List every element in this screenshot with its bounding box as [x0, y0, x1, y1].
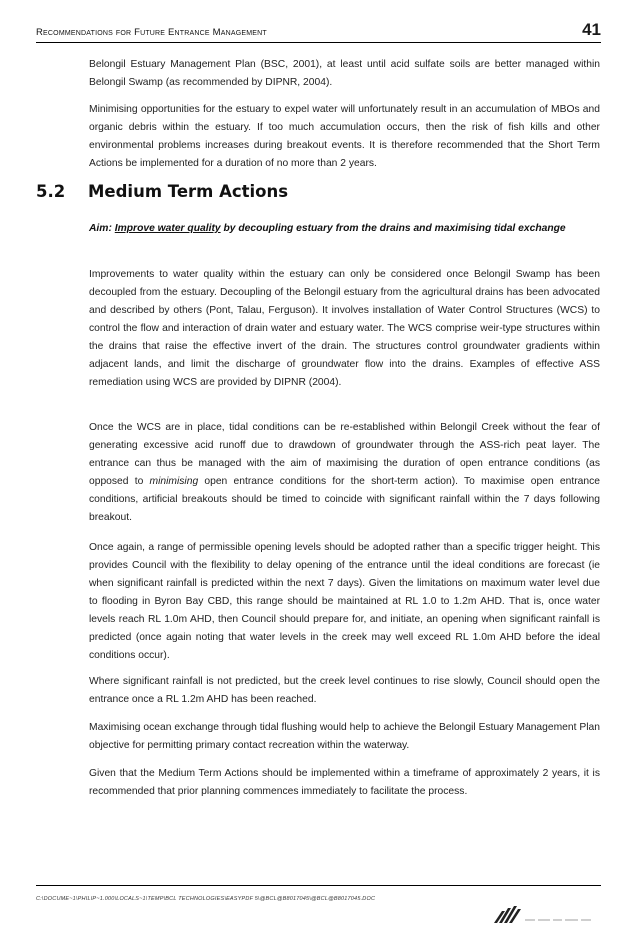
paragraph-opening-levels-container	[89, 539, 600, 665]
page-header	[36, 18, 601, 43]
section-heading	[36, 182, 288, 201]
paragraph-ocean-exchange-container	[89, 719, 600, 755]
footer-rule	[36, 885, 601, 886]
paragraph-top-2-container	[89, 101, 600, 173]
page-number: 41	[582, 20, 601, 39]
aim-underlined: Improve water quality	[114, 223, 221, 234]
section-number: 5.2	[36, 182, 66, 201]
company-logo-icon	[492, 903, 602, 930]
paragraph-wcs	[89, 419, 600, 527]
footer-path: C:\DOCUME~1\PHILIP~1.000\LOCALS~1\TEMP\BCL TECHNOLOGIES\EASYPDF 5\@BCL@B8017045\@BCL@B8017045.DOC	[36, 896, 376, 902]
paragraph-wcs-container	[89, 419, 600, 527]
paragraph-ocean-exchange: Maximising ocean exchange through tidal flushing would help to achieve the Belongil Estuary Management Plan objective for permitting primary contact recreation within the waterway.	[89, 722, 600, 751]
paragraph-top-1: Belongil Estuary Management Plan (BSC, 2001), at least until acid sulfate soils are better managed within Belongil Swamp (as recommended by DIPNR, 2004).	[89, 59, 600, 88]
paragraph-timeframe: Given that the Medium Term Actions should be implemented within a timeframe of approximately 2 years, it is recommended that prior planning commences immediately to facilitate the process.	[89, 768, 600, 797]
paragraph-wcs-part2: open entrance conditions for the short-term action). To maximise open entrance conditions, artificial breakouts should be timed to coincide with significant rainfall within the 7 days following breakout.	[89, 476, 600, 523]
aim-prefix: Aim:	[89, 223, 115, 234]
paragraph-opening-levels: Once again, a range of permissible opening levels should be adopted rather than a specific trigger height. This provides Council with the flexibility to delay opening of the entrance until the ideal conditions are forecast (ie when significant rainfall is predicted within the next 7 days). Given the limitations on maximum water level due to flooding in Byron Bay CBD, this range should be maintained at RL 1.0 to 1.2m AHD. That is, once water levels reach RL 1.0m AHD, then Council should prepare for, and initiate, an opening when significant rainfall is predicted (once again noting that water levels in the creek may well exceed RL 1.0m AHD before the ideal conditions occur).	[89, 542, 600, 661]
aim-statement-container	[89, 220, 600, 238]
paragraph-decoupling: Improvements to water quality within the estuary can only be considered once Belongil Swamp has been decoupled from the estuary. Decoupling of the Belongil estuary from the agricultural drains has been advocated and described by others (Pont, Talau, Ferguson). It involves installation of Water Control Structures (WCS) to control the flow and interaction of drain water and estuary water. The WCS comprise weir-type structures within the drains that raise the effective invert of the drain. The structures control groundwater gradients within adjacent lands, and limit the discharge of groundwater flow into the drains. Examples of effective ASS remediation using WCS are provided by DIPNR (2004).	[89, 269, 600, 388]
paragraph-top-2: Minimising opportunities for the estuary to expel water will unfortunately result in an accumulation of MBOs and organic debris within the estuary. If too much accumulation occurs, then the risk of fish kills and other environmental problems increases during breakout events. It is therefore recommended that the Short Term Actions be implemented for a duration of no more than 2 years.	[89, 104, 600, 169]
paragraph-wcs-emphasis: minimising	[149, 476, 199, 487]
paragraph-rainfall: Where significant rainfall is not predicted, but the creek level continues to rise slowly, Council should open the entrance once a RL 1.2m AHD has been reached.	[89, 676, 600, 705]
paragraph-wcs-part1: Once the WCS are in place, tidal conditions can be re-established within Belongil Creek without the fear of generating excessive acid runoff due to drawdown of groundwater through the ASS-rich peat layer. The entrance can thus be managed with the aim of maximising the duration of open entrance conditions (as opposed to	[89, 422, 600, 487]
header-title: Recommendations for Future Entrance Management	[36, 27, 267, 38]
aim-suffix: by decoupling estuary from the drains and maximising tidal exchange	[220, 223, 566, 234]
section-title: Medium Term Actions	[88, 182, 289, 201]
aim-statement	[89, 220, 600, 238]
paragraph-top-1-container	[89, 56, 600, 92]
paragraph-decoupling-container	[89, 266, 600, 392]
paragraph-timeframe-container	[89, 765, 600, 801]
paragraph-rainfall-container	[89, 673, 600, 709]
